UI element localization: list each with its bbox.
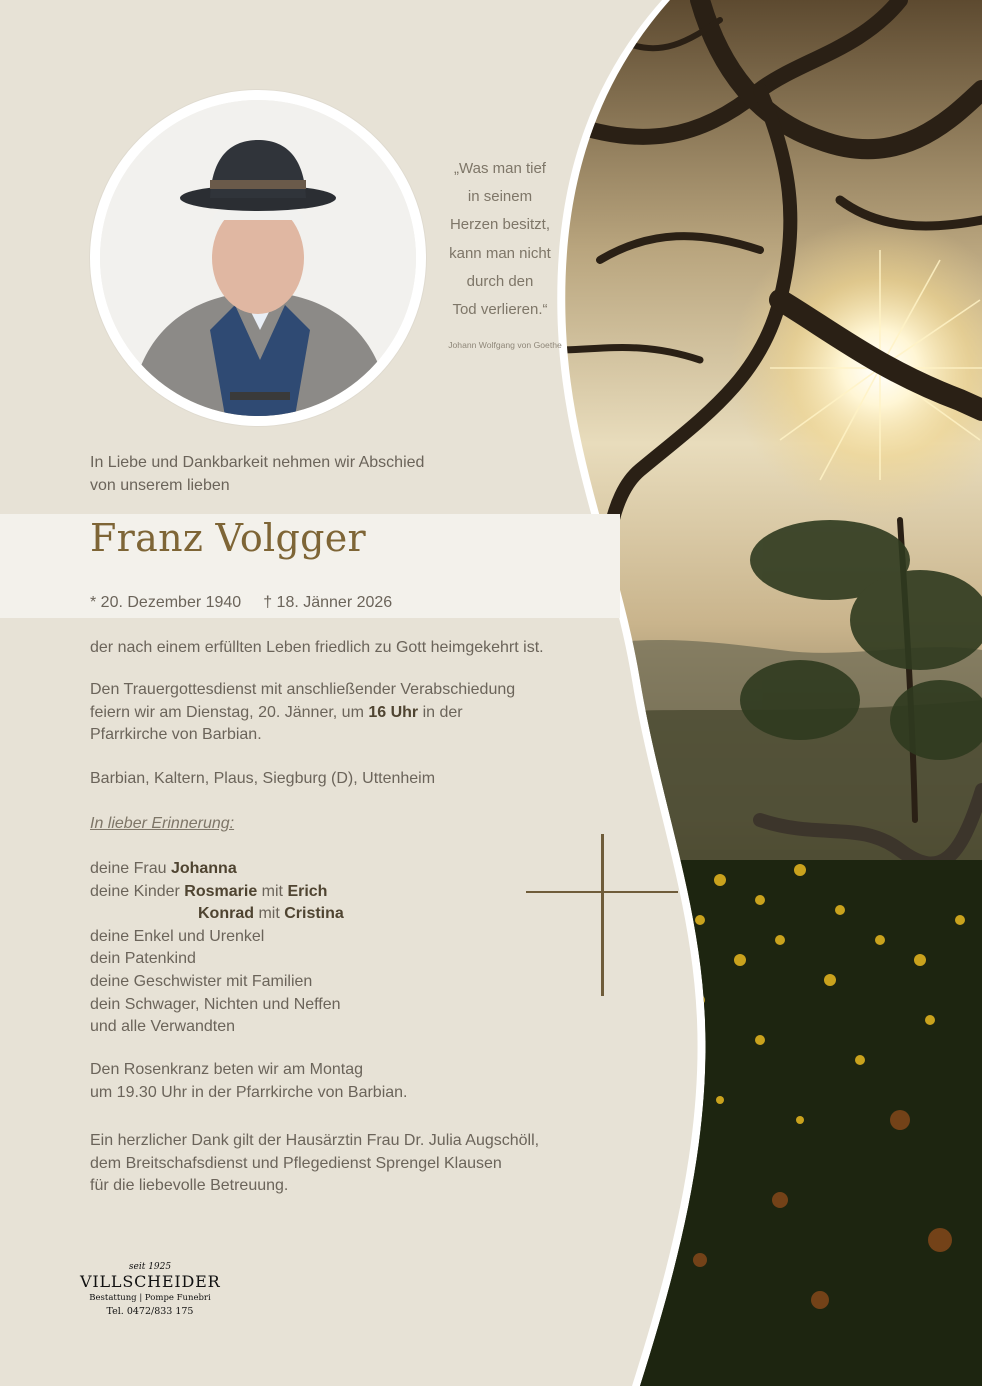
thanks-line: für die liebevolle Betreuung. bbox=[90, 1177, 289, 1195]
birth-date: * 20. Dezember 1940 bbox=[90, 594, 242, 611]
funeral-line bbox=[90, 702, 515, 725]
quote-line: „Was man tief bbox=[454, 160, 546, 177]
logo-subtitle: Bestattung | Pompe Funebri bbox=[89, 1293, 211, 1303]
funeral-text: feiern wir am Dienstag, 20. Jänner, um bbox=[90, 703, 369, 721]
family-label: mit bbox=[254, 905, 285, 923]
life-dates bbox=[90, 594, 392, 612]
family-list bbox=[90, 858, 344, 1039]
funeral-line: Pfarrkirche von Barbian. bbox=[90, 726, 262, 744]
rosary-line: Den Rosenkranz beten wir am Montag bbox=[90, 1061, 364, 1078]
family-member: Konrad bbox=[198, 905, 254, 923]
family-label: mit bbox=[257, 882, 288, 900]
quote-line: Tod verlieren.“ bbox=[452, 301, 548, 319]
remembrance-heading: In lieber Erinnerung: bbox=[90, 815, 235, 832]
family-label: deine Kinder bbox=[90, 882, 185, 900]
cross-icon bbox=[601, 834, 604, 996]
funeral-home-logo bbox=[80, 1262, 220, 1319]
portrait-photo bbox=[100, 100, 416, 416]
family-line bbox=[90, 881, 344, 904]
quote-line: durch den bbox=[466, 272, 534, 290]
logo-since: seit 1925 bbox=[128, 1262, 172, 1272]
death-date: † 18. Jänner 2026 bbox=[263, 594, 393, 611]
rosary-line: um 19.30 Uhr in der Pfarrkirche von Barbian. bbox=[90, 1083, 408, 1101]
quote bbox=[430, 155, 570, 324]
family-member: Rosmarie bbox=[184, 882, 258, 900]
funeral-text: in der bbox=[418, 703, 463, 721]
family-member: Cristina bbox=[284, 905, 344, 923]
family-line bbox=[90, 858, 344, 881]
logo-name: VILLSCHEIDER bbox=[80, 1272, 221, 1291]
quote-line: in seinem bbox=[467, 188, 533, 206]
family-member: Johanna bbox=[170, 860, 237, 877]
family-label: deine Frau bbox=[90, 860, 171, 877]
family-line: dein Schwager, Nichten und Neffen bbox=[90, 995, 341, 1013]
places: Barbian, Kaltern, Plaus, Siegburg (D), Uttenheim bbox=[90, 770, 436, 787]
logo-phone: Tel. 0472/833 175 bbox=[106, 1306, 194, 1317]
family-line: dein Patenkind bbox=[90, 950, 196, 968]
intro-line: In Liebe und Dankbarkeit nehmen wir Abschied bbox=[90, 454, 425, 471]
funeral-line: Den Trauergottesdienst mit anschließender Verabschiedung bbox=[90, 681, 516, 698]
thanks-text bbox=[90, 1130, 539, 1198]
funeral-time: 16 Uhr bbox=[368, 703, 419, 721]
family-line: deine Geschwister mit Familien bbox=[90, 972, 313, 990]
cross-icon-bar bbox=[526, 891, 678, 893]
rosary-info bbox=[90, 1059, 407, 1104]
returned-home-text: der nach einem erfüllten Leben friedlich zu Gott heimgekehrt ist. bbox=[90, 639, 544, 656]
intro-line: von unserem lieben bbox=[90, 476, 230, 494]
deceased-name: Franz Volgger bbox=[90, 516, 366, 560]
intro-text bbox=[90, 452, 424, 497]
quote-line: Herzen besitzt, bbox=[449, 216, 551, 234]
family-line bbox=[90, 903, 344, 926]
thanks-line: Ein herzlicher Dank gilt der Hausärztin Frau Dr. Julia Augschöll, bbox=[90, 1132, 540, 1149]
portrait-frame bbox=[90, 90, 426, 426]
quote-author: Johann Wolfgang von Goethe bbox=[448, 340, 562, 350]
funeral-info bbox=[90, 679, 515, 747]
quote-line: kann man nicht bbox=[449, 244, 551, 262]
family-line: deine Enkel und Urenkel bbox=[90, 927, 265, 945]
thanks-line: dem Breitschafsdienst und Pflegedienst Sprengel Klausen bbox=[90, 1154, 502, 1172]
family-line: und alle Verwandten bbox=[90, 1018, 235, 1036]
family-member: Erich bbox=[287, 882, 328, 900]
